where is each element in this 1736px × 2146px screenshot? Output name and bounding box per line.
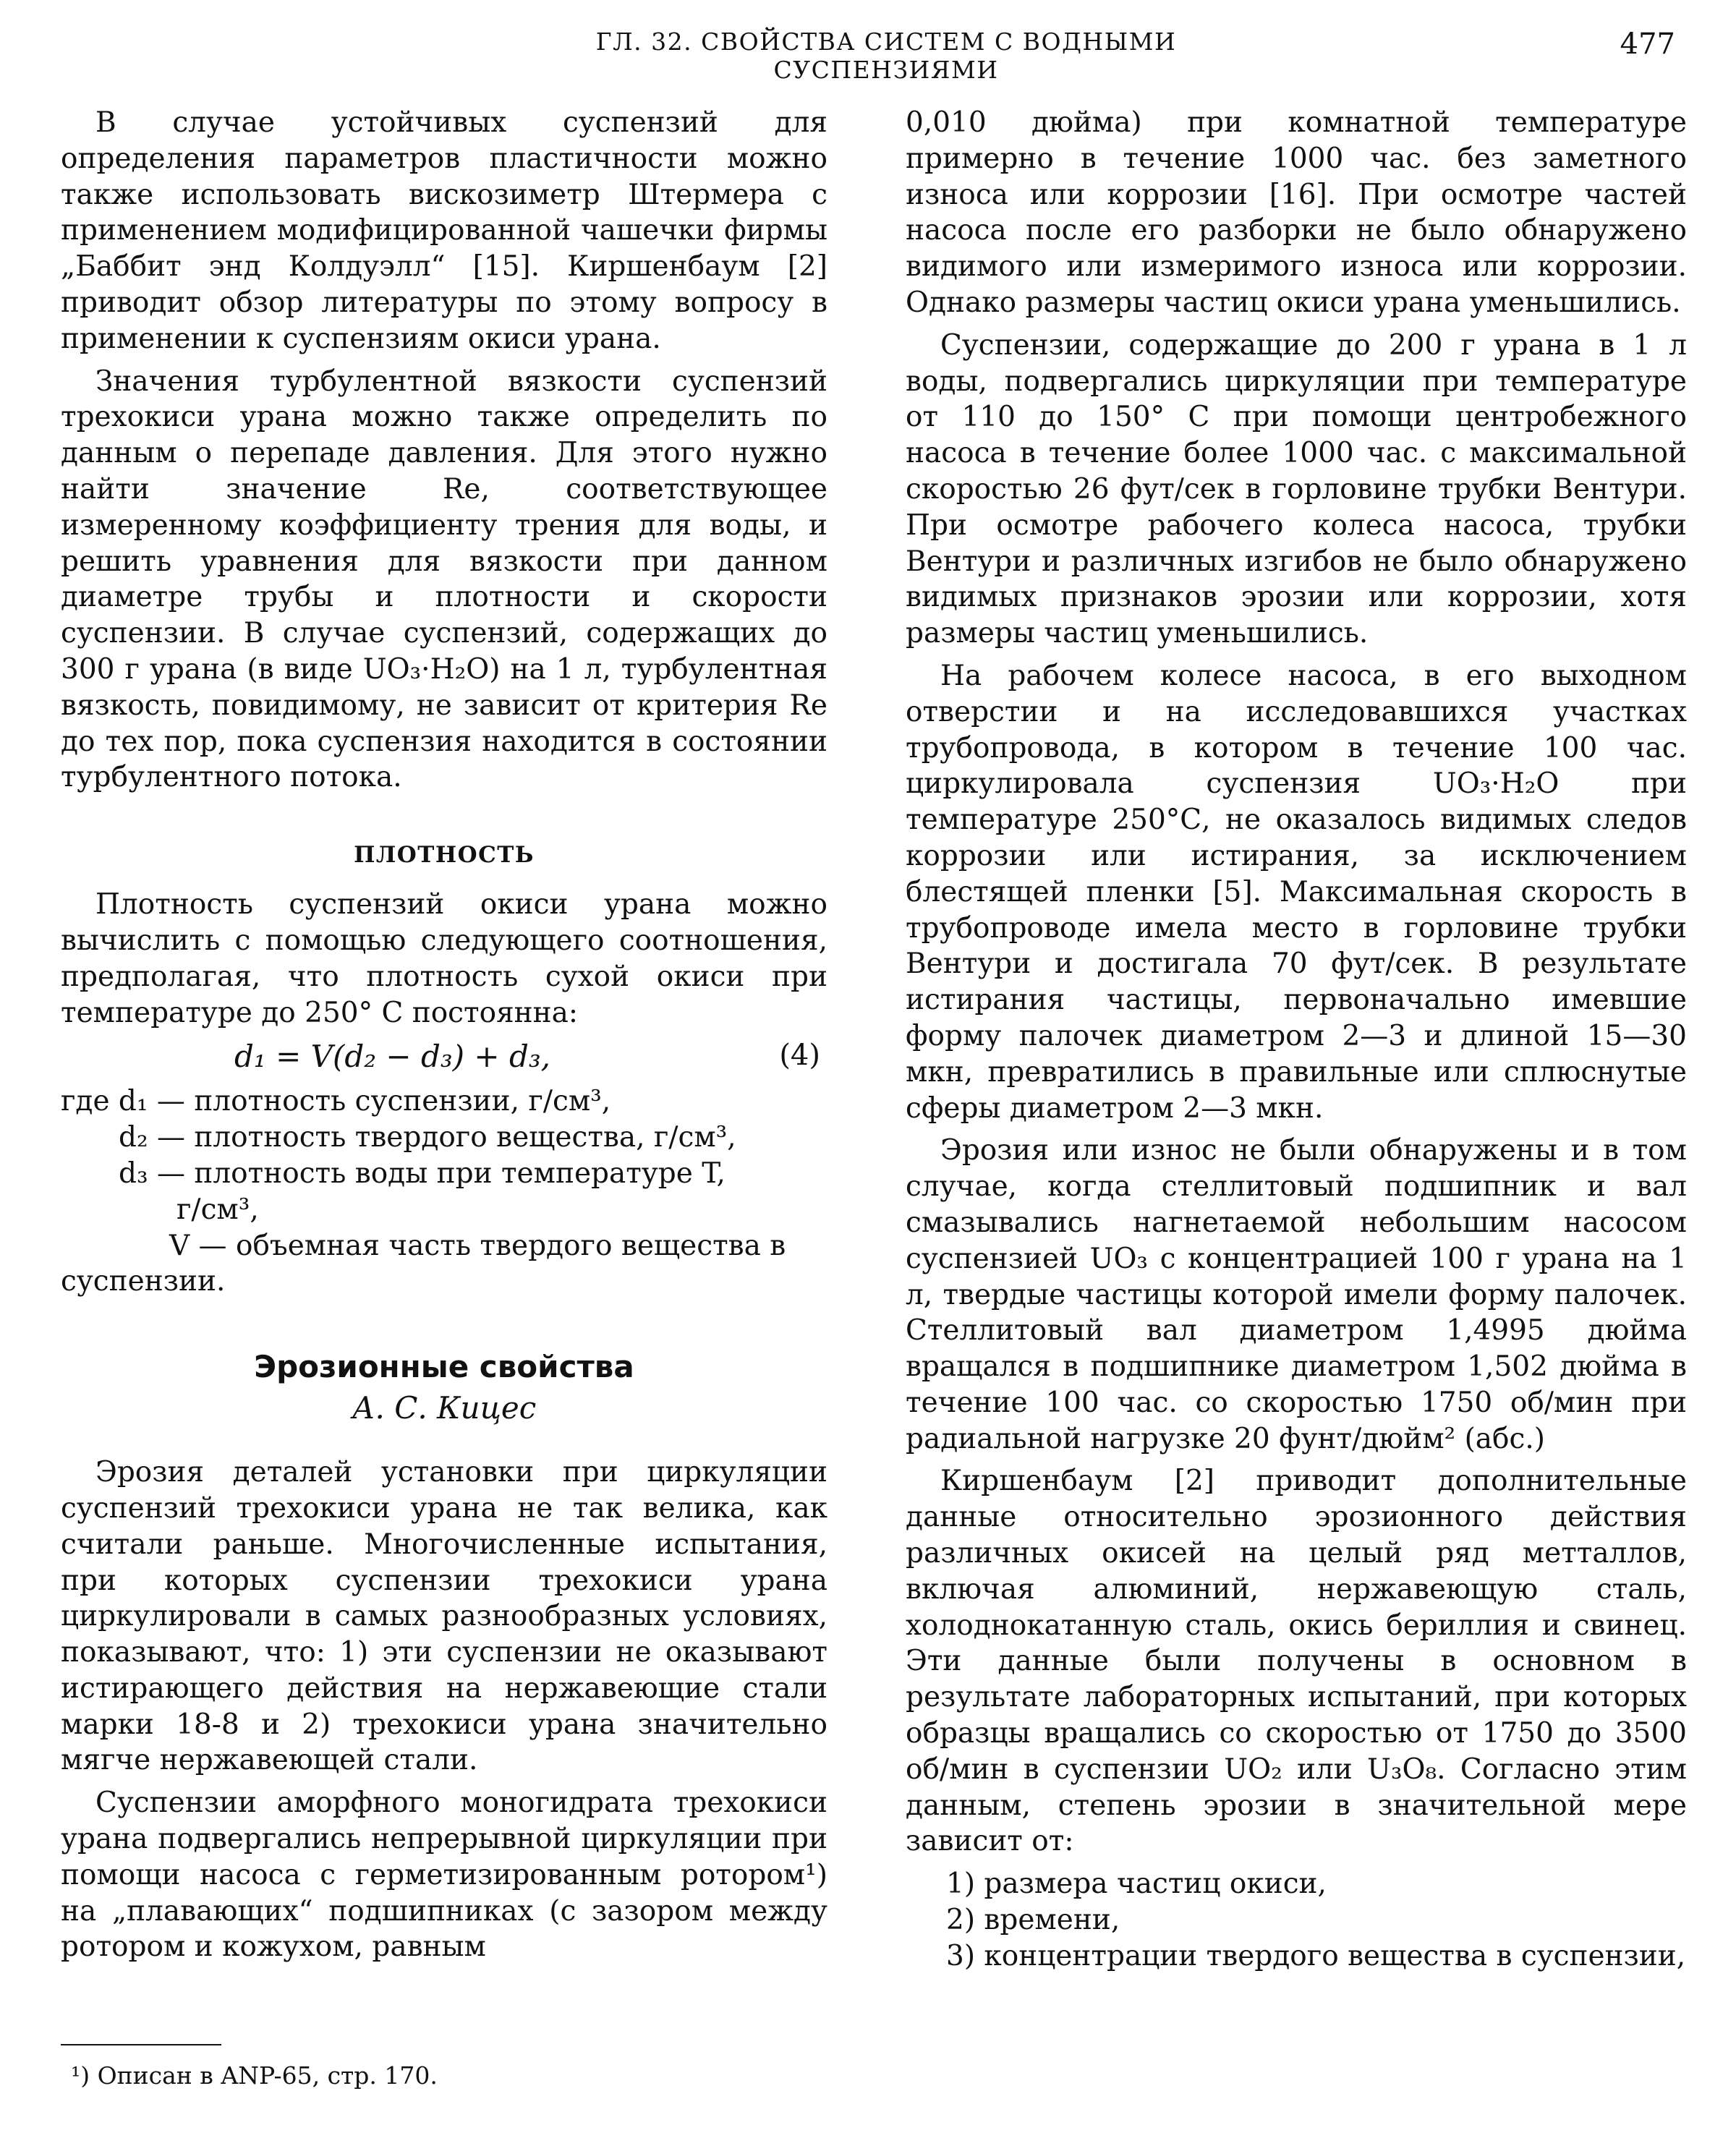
list-item: 1) размера частиц окиси, xyxy=(946,1868,1327,1901)
density-subheading: ПЛОТНОСТЬ xyxy=(354,842,535,869)
legend-line: суспензии. xyxy=(61,1265,226,1298)
paragraph: В случае устойчивых суспензий для определения параметров пластичности можно также использовать вискозиметр Штермера с применением модифицированной чашечки фирмы „Баббит энд Колдуэлл“ [15]. Киршенбаум [2] приводит обзор литературы по этому вопросу в применении к суспензиям окиси урана. xyxy=(61,106,827,355)
legend-line: V — объемная часть твердого вещества в xyxy=(169,1229,786,1262)
running-title: ГЛ. 32. СВОЙСТВА СИСТЕМ С ВОДНЫМИ СУСПЕНЗИЯМИ xyxy=(595,27,1177,84)
formula-number: (4) xyxy=(779,1039,820,1073)
section-title: Эрозионные свойства xyxy=(254,1349,634,1385)
section-author: А. С. Кицес xyxy=(352,1390,537,1426)
paragraph: Плотность суспензий окиси урана можно вычислить с помощью следующего соотношения, предполагая, что плотность сухой окиси при температуре до 250° С постоянна: xyxy=(61,888,827,1029)
right-column xyxy=(906,105,1687,1975)
paragraph: Киршенбаум [2] приводит дополнительные данные относительно эрозионного действия различных окисей на целый ряд метталлов, включая алюминий, нержавеющую сталь, холоднокатанную сталь, окись бериллия и свинец. Эти данные были получены в основном в результате лабораторных испытаний, при которых образцы вращались со скоростью от 1750 до 3500 об/мин в суспензии UO₂ или U₃O₈. Согласно этим данным, степень эрозии в значительной мере зависит от: xyxy=(906,1465,1687,1858)
legend-line: d₃ — плотность воды при температуре T, xyxy=(119,1157,726,1190)
formula-legend xyxy=(61,1083,827,1300)
factor-list xyxy=(906,1866,1687,1974)
footnote-divider xyxy=(61,2044,221,2045)
paragraph: Суспензии, содержащие до 200 г урана в 1 л воды, подвергались циркуляции при температуре от 110 до 150° С при помощи центробежного насоса в течение более 1000 час. с максимальной скоростью 26 фут/сек в горловине трубки Вентури. При осмотре рабочего колеса насоса, трубки Вентури и различных изгибов не было обнаружено видимых признаков эрозии или коррозии, хотя размеры частиц уменьшились. xyxy=(906,328,1687,650)
paragraph: Значения турбулентной вязкости суспензий трехокиси урана можно также определить по данным о перепаде давления. Для этого нужно найти значение Re, соответствующее измеренному коэффициенту трения для воды, и решить уравнения для вязкости при данном диаметре трубы и плотности и скорости суспензии. В случае суспензий, содержащих до 300 г урана (в виде UO₃·H₂O) на 1 л, турбулентная вязкость, повидимому, не зависит от критерия Re до тех пор, пока суспензия находится в состоянии турбулентного потока. xyxy=(61,365,827,794)
paragraph: Эрозия деталей установки при циркуляции суспензий трехокиси урана не так велика, как считали раньше. Многочисленные испытания, при которых суспензии трехокиси урана циркулировали в самых разнообразных условиях, показывают, что: 1) эти суспензии не оказывают истирающего действия на нержавеющие стали марки 18-8 и 2) трехокиси урана значительно мягче нержавеющей стали. xyxy=(61,1456,827,1777)
left-column xyxy=(61,105,827,1972)
list-item: 3) концентрации твердого вещества в суспензии, xyxy=(946,1939,1686,1972)
legend-line: г/см³, xyxy=(176,1193,259,1226)
footnote: ¹) Описан в ANP-65, стр. 170. xyxy=(71,2061,438,2090)
legend-line: d₂ — плотность твердого вещества, г/см³, xyxy=(119,1121,736,1154)
density-formula xyxy=(61,1037,827,1081)
paragraph: Эрозия или износ не были обнаружены и в том случае, когда стеллитовый подшипник и вал смазывались нагнетаемой небольшим насосом суспензией UO₃ с концентрацией 100 г урана на 1 л, твердые частицы которой имели форму палочек. Стеллитовый вал диаметром 1,4995 дюйма вращался в подшипнике диаметром 1,502 дюйма в течение 100 час. со скоростью 1750 об/мин при радиальной нагрузке 20 фунт/дюйм² (абс.) xyxy=(906,1134,1687,1455)
paragraph: 0,010 дюйма) при комнатной температуре примерно в течение 1000 час. без заметного износа или коррозии [16]. При осмотре частей насоса после его разборки не было обнаружено видимого или измеримого износа или коррозии. Однако размеры частиц окиси урана уменьшились. xyxy=(906,106,1687,319)
legend-line: где d₁ — плотность суспензии, г/см³, xyxy=(61,1085,611,1118)
page-number: 477 xyxy=(1620,27,1675,61)
paragraph: На рабочем колесе насоса, в его выходном отверстии и на исследовавшихся участках трубопровода, в котором в течение 100 час. циркулировала суспензия UO₃·H₂O при температуре 250°С, не оказалось видимых следов коррозии или истирания, за исключением блестящей пленки [5]. Максимальная скорость в трубопроводе имела место в горловине трубки Вентури и достигала 70 фут/сек. В результате истирания частицы, первоначально имевшие форму палочек диаметром 2—3 и длиной 15—30 мкн, превратились в правильные или сплюснутые сферы диаметром 2—3 мкн. xyxy=(906,659,1687,1125)
formula-expression: d₁ = V(d₂ − d₃) + d₃, xyxy=(234,1039,551,1075)
list-item: 2) времени, xyxy=(946,1904,1120,1937)
paragraph: Суспензии аморфного моногидрата трехокиси урана подвергались непрерывной циркуляции при помощи насоса с герметизированным ротором¹) на „плавающих“ подшипниках (с зазором между ротором и кожухом, равным xyxy=(61,1787,827,1964)
